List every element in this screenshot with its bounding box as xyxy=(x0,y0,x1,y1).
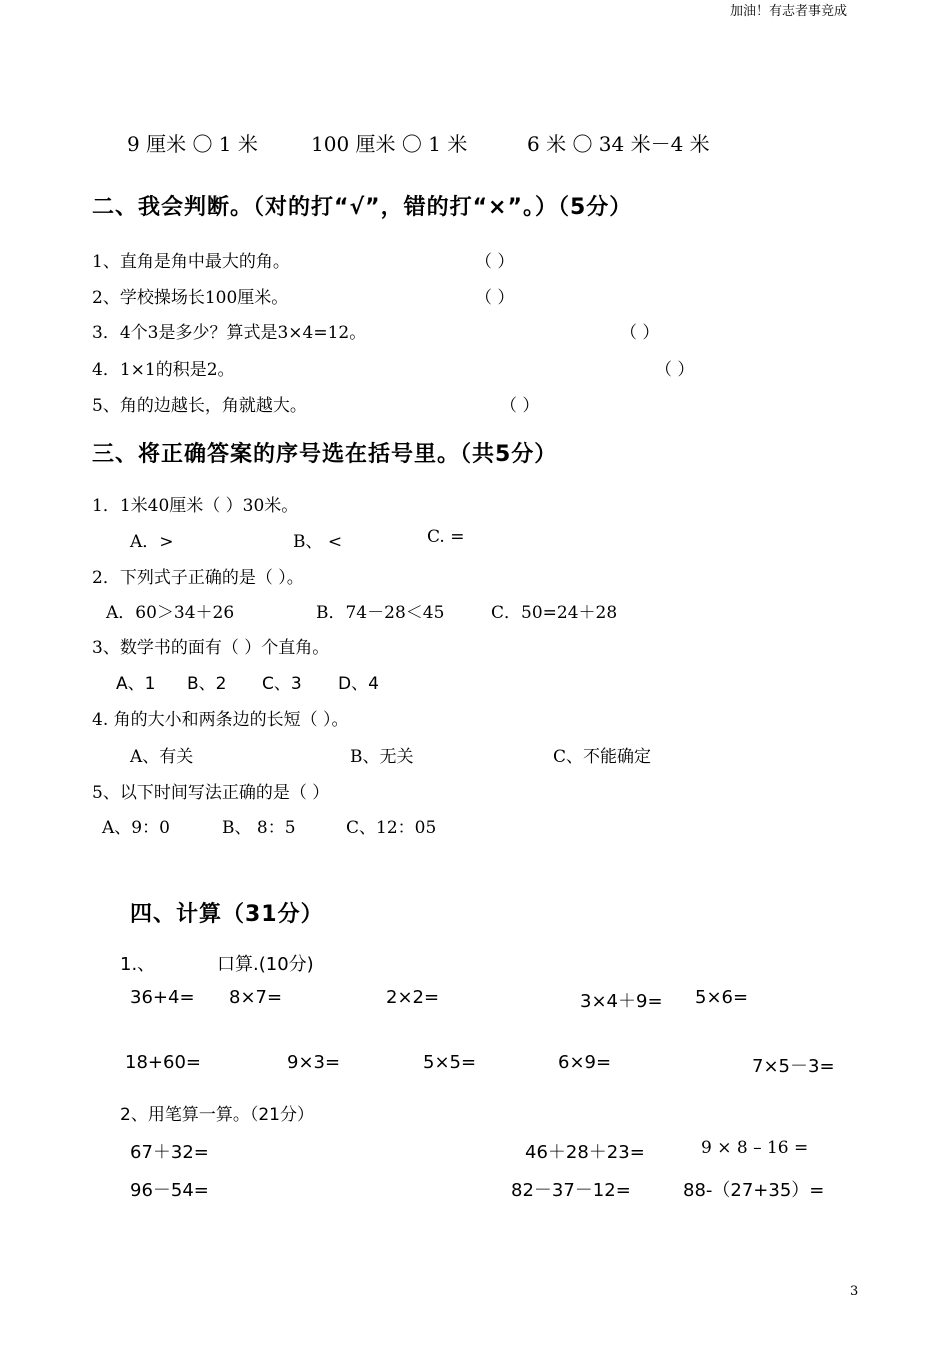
choice-q4-c: C、不能确定 xyxy=(553,747,652,767)
choice-q2-stem: 2．下列式子正确的是（ ）。 xyxy=(92,568,304,588)
section2-title: 二、我会判断。（对的打“√”，错的打“×”。）（5分） xyxy=(92,195,633,220)
written-calc-title: 2、用笔算一算。（21分） xyxy=(120,1105,314,1125)
oral-calc-label: 1.、 xyxy=(120,954,156,975)
calc-r2-2: 9×3= xyxy=(287,1052,341,1073)
choice-q1-a: A．> xyxy=(130,532,174,552)
choice-q3-a: A、1 xyxy=(116,674,156,694)
judge-bracket-3: （ ） xyxy=(620,323,660,343)
oral-calc-title: 口算.(10分) xyxy=(217,954,314,975)
calc-r1-2: 8×7= xyxy=(229,987,283,1008)
section3-title: 三、将正确答案的序号选在括号里。（共5分） xyxy=(92,442,558,467)
choice-q2-a: A．60＞34＋26 xyxy=(106,603,235,623)
compare-item-1: 9 厘米 〇 1 米 xyxy=(127,132,258,156)
choice-q2-c: C．50=24＋28 xyxy=(491,603,618,623)
calc-r2-1: 18+60= xyxy=(125,1052,201,1073)
calc-r2-4: 6×9= xyxy=(558,1052,612,1073)
choice-q2-b: B．74－28＜45 xyxy=(316,603,445,623)
judge-item-5: 5、角的边越长，角就越大。 xyxy=(92,396,307,416)
choice-q1-stem: 1．1米40厘米（ ）30米。 xyxy=(92,496,299,516)
section4-title: 四、计算（31分） xyxy=(130,902,324,927)
calc-r2-5: 7×5－3= xyxy=(752,1056,835,1077)
calc-r4-2: 82－37－12= xyxy=(511,1180,631,1201)
calc-r4-1: 96－54= xyxy=(130,1180,209,1201)
choice-q3-c: C、3 xyxy=(262,674,302,694)
judge-bracket-1: （ ） xyxy=(475,252,515,272)
judge-item-2: 2、学校操场长100厘米。 xyxy=(92,288,289,308)
choice-q3-stem: 3、数学书的面有（ ）个直角。 xyxy=(92,638,330,658)
calc-r1-5: 5×6= xyxy=(695,987,749,1008)
choice-q5-a: A、9：0 xyxy=(102,818,170,838)
calc-r3-2: 46＋28＋23= xyxy=(525,1142,645,1163)
compare-item-2: 100 厘米 〇 1 米 xyxy=(311,132,468,156)
choice-q5-b: B、 8：5 xyxy=(222,818,296,838)
choice-q3-d: D、4 xyxy=(338,674,379,694)
calc-r1-3: 2×2= xyxy=(386,987,440,1008)
choice-q4-stem: 4. 角的大小和两条边的长短（ ）。 xyxy=(92,710,349,730)
choice-q5-c: C、12：05 xyxy=(346,818,437,838)
calc-r3-3: 9 × 8 – 16 = xyxy=(701,1138,809,1158)
choice-q4-a: A、有关 xyxy=(130,747,194,767)
judge-item-1: 1、直角是角中最大的角。 xyxy=(92,252,290,272)
calc-r1-1: 36+4= xyxy=(130,987,195,1008)
choice-q1-c: C. = xyxy=(427,527,465,547)
page-number: 3 xyxy=(850,1284,859,1299)
header-motto: 加油！有志者事竞成 xyxy=(730,4,848,19)
calc-r2-3: 5×5= xyxy=(423,1052,477,1073)
choice-q3-b: B、2 xyxy=(187,674,227,694)
judge-bracket-5: （ ） xyxy=(500,396,540,416)
calc-r4-3: 88-（27+35）= xyxy=(683,1180,825,1201)
choice-q5-stem: 5、以下时间写法正确的是（ ） xyxy=(92,783,330,803)
compare-item-3: 6 米 〇 34 米－4 米 xyxy=(527,132,710,156)
calc-r3-1: 67＋32= xyxy=(130,1142,209,1163)
judge-bracket-4: （ ） xyxy=(655,360,695,380)
calc-r1-4: 3×4＋9= xyxy=(580,991,663,1012)
judge-bracket-2: （ ） xyxy=(475,288,515,308)
choice-q4-b: B、无关 xyxy=(350,747,414,767)
judge-item-4: 4．1×1的积是2。 xyxy=(92,360,235,380)
choice-q1-b: B、 < xyxy=(293,532,343,552)
judge-item-3: 3．4个3是多少？算式是3×4=12。 xyxy=(92,323,367,343)
